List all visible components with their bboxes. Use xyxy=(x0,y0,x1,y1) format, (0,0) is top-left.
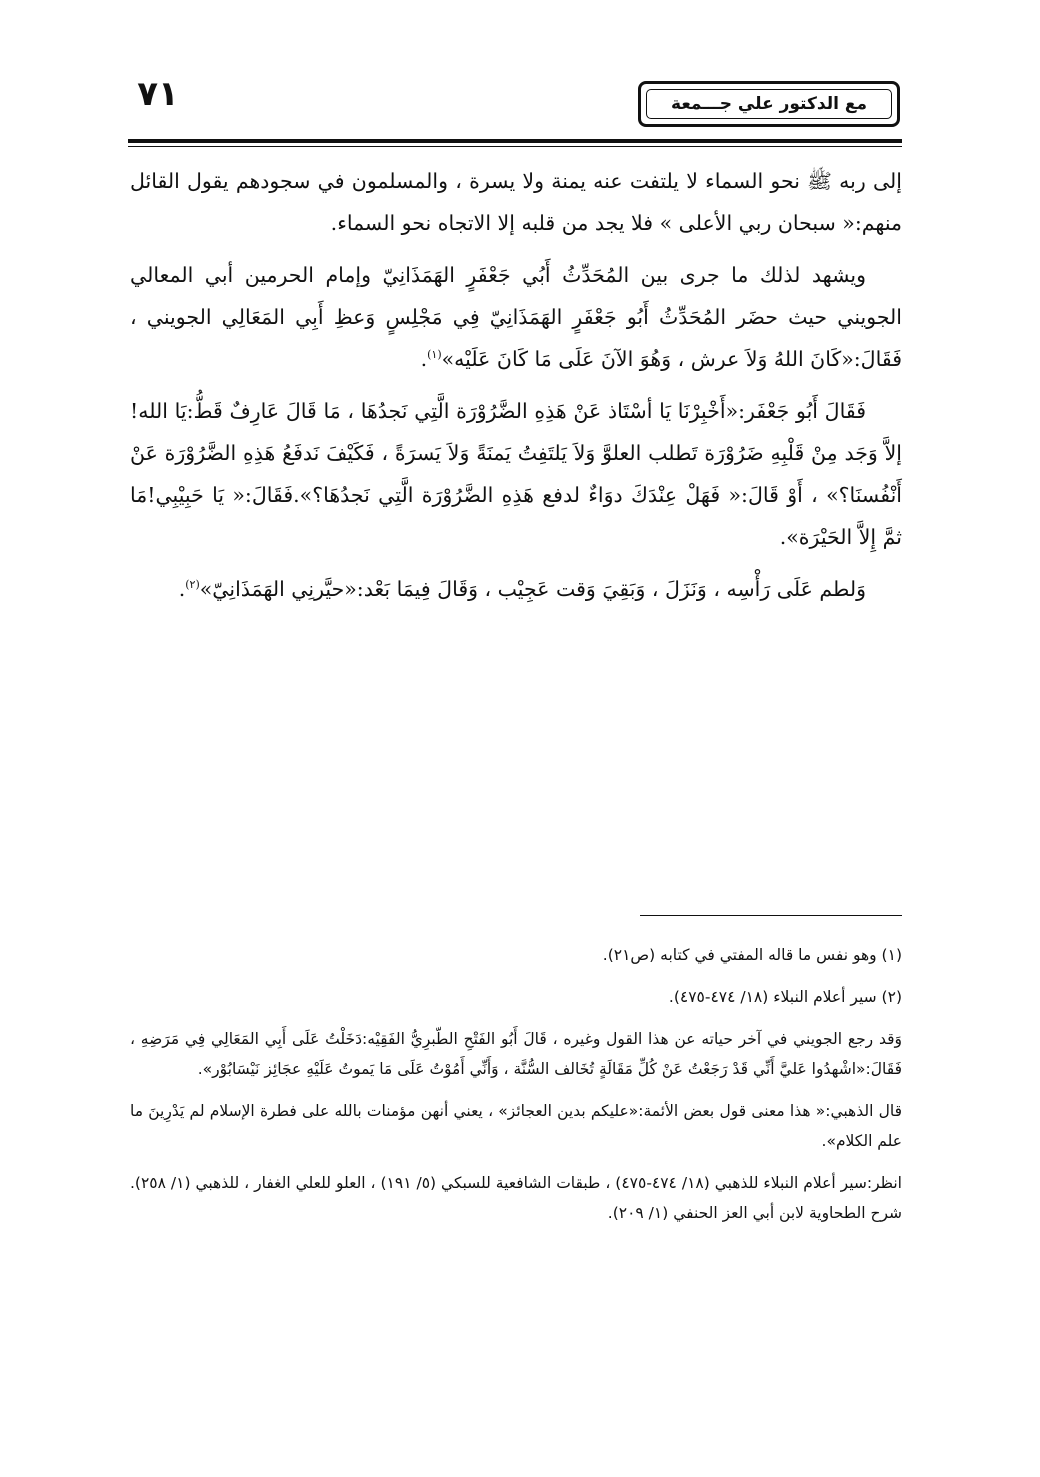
footnote-ref-1: (١) xyxy=(427,348,442,362)
main-text xyxy=(130,160,902,620)
footnote-1: (١) وهو نفس ما قاله المفتي في كتابه (ص٢١). xyxy=(602,946,902,964)
running-header-title: مع الدكتور علي جـــمعة xyxy=(646,89,892,119)
header-rule-thin xyxy=(128,146,902,147)
header-rule-thick xyxy=(128,139,902,143)
paragraph-4 xyxy=(130,568,902,610)
footnote-separator xyxy=(640,915,902,916)
footnote-2-continuation-a: وَقد رجع الجويني في آخر حياته عن هذا القول وغيره ، قَالَ أَبُو الفَتْحِ الطّبرِيُّ الفَقِيْه:دَخَلْتُ عَلَى أَبِي المَعَالِي فِي مَرَضِهِ ، فَقَالَ:«اشْهدُوا عَليَّ أَنِّي قَدْ رَجَعْتُ عَنْ كُلِّ مَقَالَةٍ تُخَالف السُّنَّة ، وَأَنِّي أَمُوْتُ عَلَى مَا يَموتُ عَلَيْهِ عجَائِز نَيْسَابُوْر». xyxy=(130,1030,902,1078)
footnotes xyxy=(130,940,902,1240)
footnote-2: (٢) سير أعلام النبلاء (١٨/ ٤٧٤-٤٧٥). xyxy=(668,988,902,1006)
paragraph-2-end: . xyxy=(420,347,428,371)
footnote-ref-2: (٢) xyxy=(185,578,200,592)
running-header-frame xyxy=(638,81,900,127)
paragraph-2-text: ويشهد لذلك ما جرى بين المُحَدِّثُ أَبُي جَعْفَرٍ الهَمَذَانِيّ وإمام الحرمين أبي المعالي الجويني حيث حضَر المُحَدِّثُ أَبُو جَعْفَرٍ الهَمَذَانِيّ فِي مَجْلِسٍ وَعظِ أَبِي المَعَالِي الجويني ، فَقَالَ:«كَانَ اللهُ وَلاَ عرش ، وَهُوَ الآنَ عَلَى مَا كَانَ عَلَيْه» xyxy=(130,263,902,371)
paragraph-4-text: وَلطم عَلَى رَأْسِه ، وَنَزَلَ ، وَبَقِيَ وَقت عَجِيْب ، وَقَالَ فِيمَا بَعْد:«حيَّرنِي الهَمَذَانِيّ» xyxy=(199,577,866,601)
paragraph-1: إلى ربه ﷺ نحو السماء لا يلتفت عنه يمنة ولا يسرة ، والمسلمون في سجودهم يقول القائل منهم:« سبحان ربي الأعلى » فلا يجد من قلبه إلا الاتجاه نحو السماء. xyxy=(130,169,902,235)
footnote-2-continuation-c: انظر:سير أعلام النبلاء للذهبي (١٨/ ٤٧٤-٤٧٥) ، طبقات الشافعية للسبكي (٥/ ١٩١) ، العلو للعلي الغفار ، للذهبي (١/ ٢٥٨). شرح الطحاوية لابن أبي العز الحنفي (١/ ٢٠٩). xyxy=(130,1174,902,1222)
footnote-2-continuation-b: قال الذهبي:« هذا معنى قول بعض الأئمة:«عليكم بدين العجائز» ، يعني أنهن مؤمنات بالله على فطرة الإسلام لم يَدْرِينَ ما علم الكلام». xyxy=(130,1102,902,1150)
paragraph-2 xyxy=(130,254,902,380)
paragraph-4-end: . xyxy=(178,577,186,601)
page-number: ٧١ xyxy=(137,74,179,114)
paragraph-3: فَقَالَ أَبُو جَعْفَر:«أَخْبِرْنَا يَا أسْتَاذ عَنْ هَذِهِ الضَّرُوْرَة الَّتِي نَجدُهَا ، مَا قَالَ عَارِفٌ قَطُّ:يَا الله!إلاَّ وَجَد مِنْ قَلْبِهِ ضَرُوْرَة تَطلب العلوَّ وَلاَ يَلتَفِتُ يَمنَةً وَلاَ يَسرَةً ، فَكَيْفَ نَدفَعُ هَذِهِ الضَّرُوْرَة عَنْ أَنْفُسنَا؟» ، أَوْ قَالَ:« فَهَلْ عِنْدَكَ دوَاءٌ لدفع هَذِهِ الضَّرُوْرَة الَّتِي نَجدُهَا؟».فَقَالَ:« يَا حَبِيْبِي!مَا ثمَّ إِلاَّ الحَيْرَة». xyxy=(130,399,902,549)
